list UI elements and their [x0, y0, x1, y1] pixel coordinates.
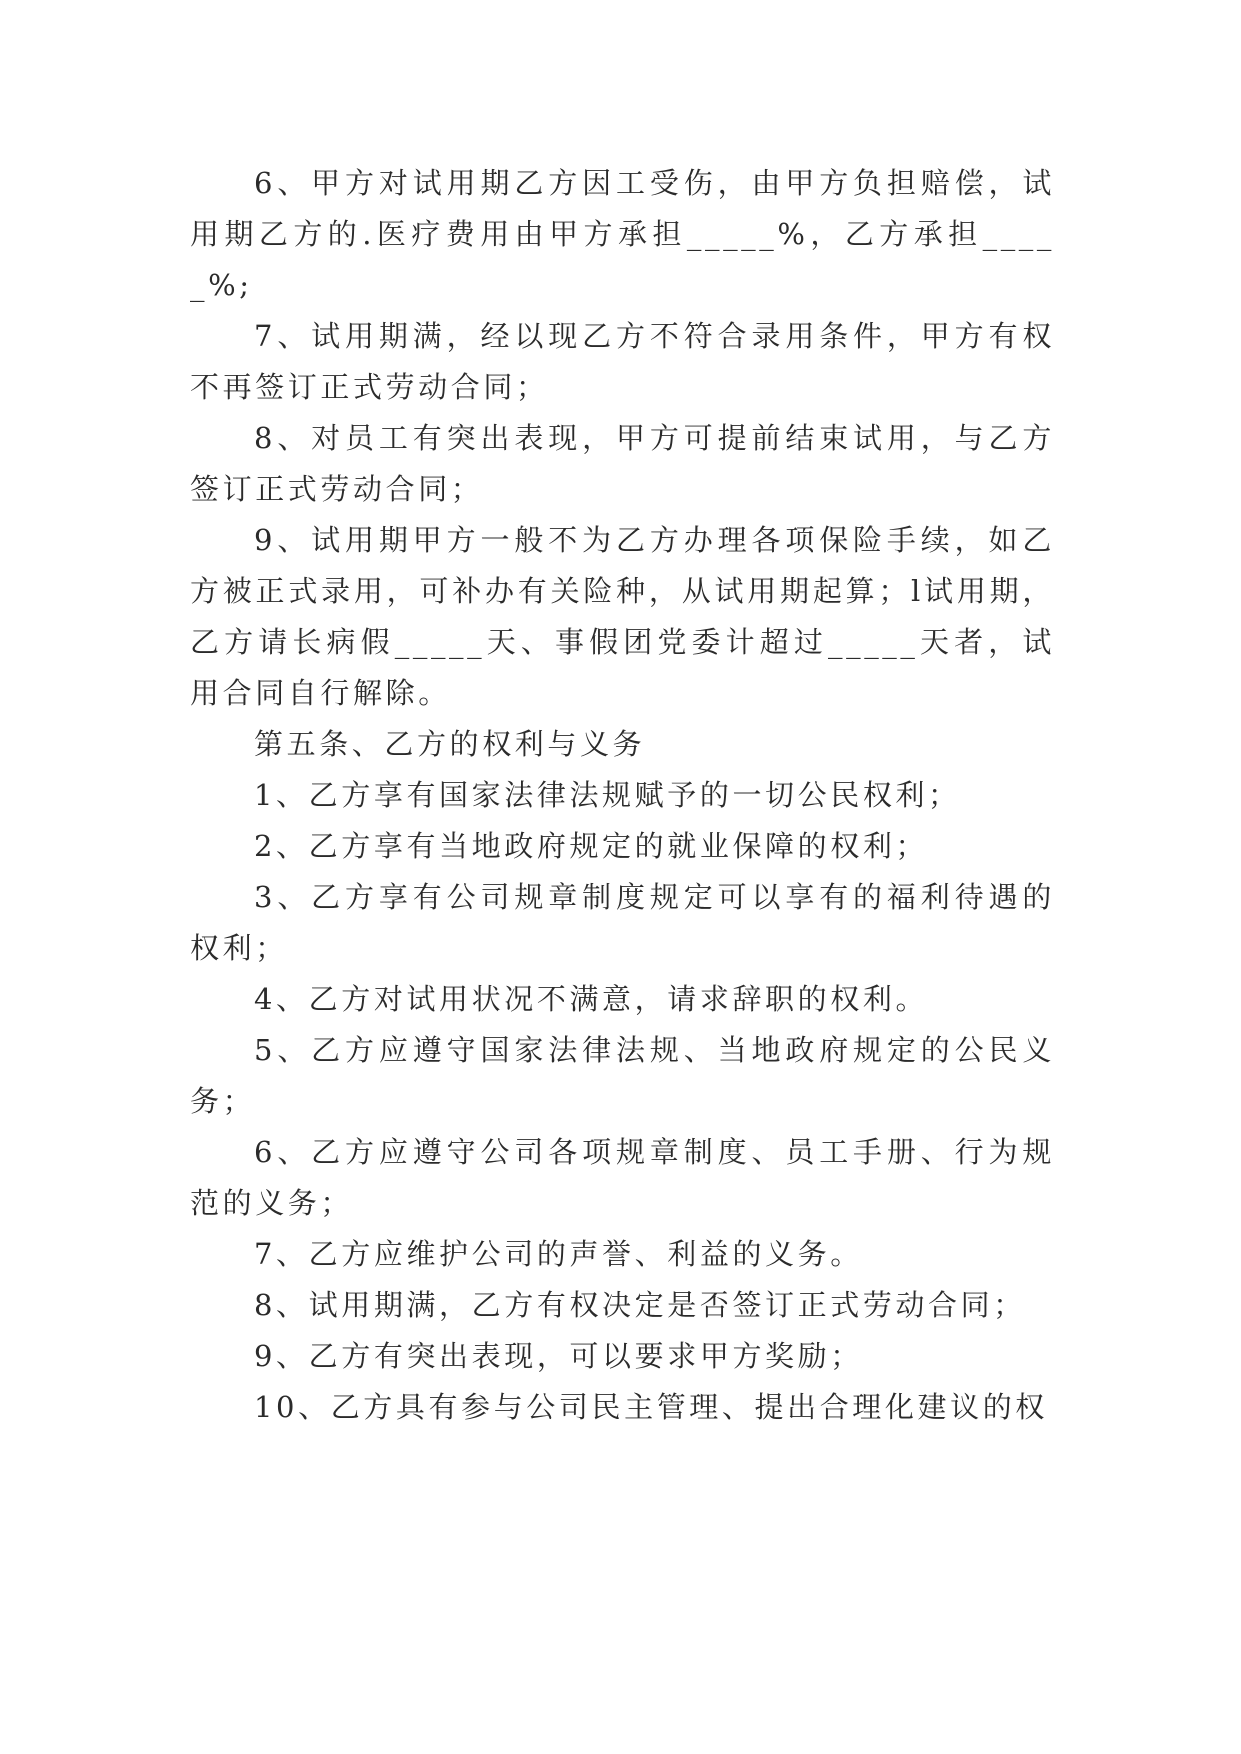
paragraph-right-9: 9、乙方有突出表现，可以要求甲方奖励； [254, 1339, 863, 1373]
paragraph-right-10: 10、乙方具有参与公司民主管理、提出合理化建议的权 [254, 1390, 1048, 1424]
paragraph-injury-compensation: 6、甲方对试用期乙方因工受伤，由甲方负担赔偿，试用期乙方的.医疗费用由甲方承担_____%，乙方承担_____%; [190, 166, 1055, 302]
paragraph-duty-5: 5、乙方应遵守国家法律法规、当地政府规定的公民义务； [190, 1033, 1055, 1118]
paragraph-duty-7: 7、乙方应维护公司的声誉、利益的义务。 [254, 1237, 863, 1271]
section-heading-article-five: 第五条、乙方的权利与义务 [254, 727, 646, 761]
paragraph-right-1: 1、乙方享有国家法律法规赋予的一切公民权利； [254, 778, 961, 812]
paragraph-right-2: 2、乙方享有当地政府规定的就业保障的权利； [254, 829, 929, 863]
paragraph-early-end-trial: 8、对员工有突出表现，甲方可提前结束试用，与乙方签订正式劳动合同； [190, 421, 1055, 506]
paragraph-right-3: 3、乙方享有公司规章制度规定可以享有的福利待遇的权利； [190, 880, 1055, 965]
paragraph-right-8: 8、试用期满，乙方有权决定是否签订正式劳动合同； [254, 1288, 1026, 1322]
paragraph-right-4: 4、乙方对试用状况不满意，请求辞职的权利。 [254, 982, 929, 1016]
paragraph-duty-6: 6、乙方应遵守公司各项规章制度、员工手册、行为规范的义务； [190, 1135, 1055, 1220]
paragraph-insurance-leave: 9、试用期甲方一般不为乙方办理各项保险手续，如乙方被正式录用，可补办有关险种，从试用期起算；l试用期，乙方请长病假_____天、事假团党委计超过_____天者，试用合同自行解除。 [190, 523, 1055, 710]
paragraph-not-meeting-conditions: 7、试用期满，经以现乙方不符合录用条件，甲方有权不再签订正式劳动合同； [190, 319, 1055, 404]
document-body [190, 158, 1055, 1433]
